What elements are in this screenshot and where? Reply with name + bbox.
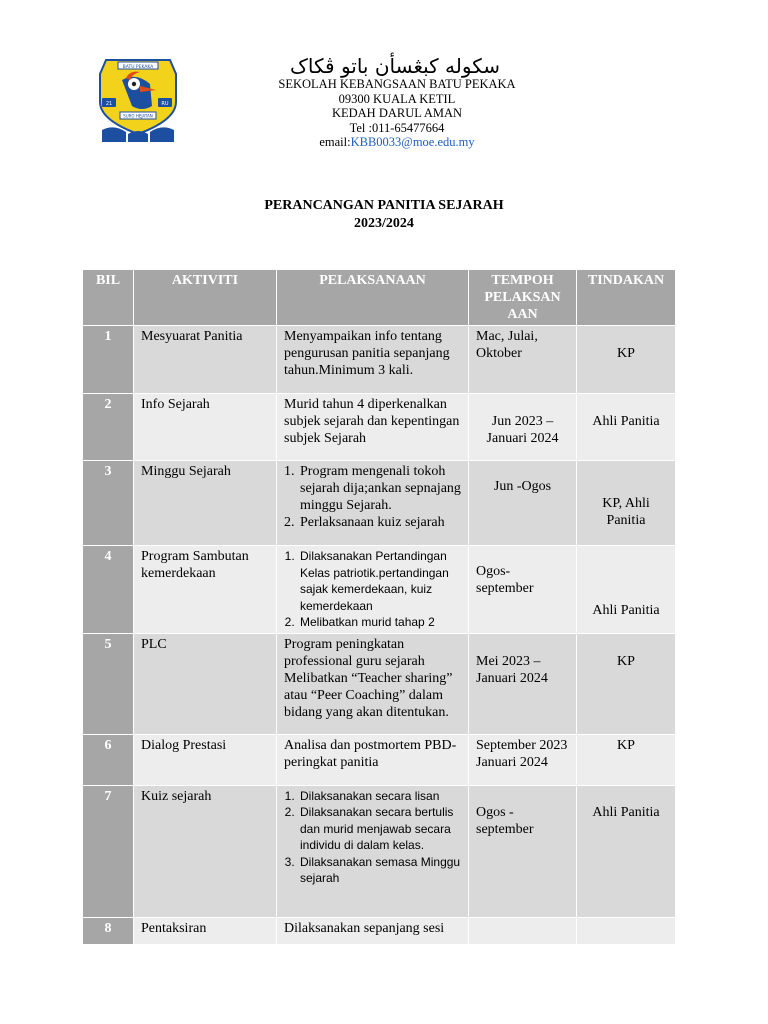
email-label: email: <box>319 135 351 149</box>
cell-bil: 6 <box>83 734 134 785</box>
cell-pelaksanaan: Dilaksanakan sepanjang sesi <box>277 917 469 944</box>
email-link[interactable]: KBB0033@moe.edu.my <box>350 135 475 149</box>
list-item: 1. Program mengenali tokoh sejarah dija;ankan sepnajang minggu Sejarah. <box>298 463 461 514</box>
cell-aktiviti: Pentaksiran <box>134 917 277 944</box>
cell-bil: 5 <box>83 633 134 734</box>
cell-bil: 4 <box>83 546 134 634</box>
cell-tindakan: KP, Ahli Panitia <box>577 461 676 546</box>
pelaksanaan-list <box>284 548 461 631</box>
pelaksanaan-list <box>284 788 461 887</box>
email-line <box>230 135 564 150</box>
cell-tindakan: Ahli Panitia <box>577 394 676 461</box>
cell-pelaksanaan <box>277 785 469 917</box>
table-row <box>83 326 676 394</box>
cell-bil: 3 <box>83 461 134 546</box>
school-name-jawi: سکوله کبڠسأن باتو ڤکاک <box>289 54 500 78</box>
tel-line: Tel :011-65477664 <box>349 120 445 135</box>
header-tempoh: TEMPOH PELAKSAN AAN <box>469 270 577 326</box>
postcode-line: 09300 KUALA KETIL <box>338 91 456 106</box>
cell-aktiviti: Info Sejarah <box>134 394 277 461</box>
cell-tindakan: KP <box>577 326 676 394</box>
plan-table <box>82 269 676 945</box>
pelaksanaan-list <box>284 463 461 531</box>
cell-tindakan: Ahli Panitia <box>577 785 676 917</box>
cell-bil: 7 <box>83 785 134 917</box>
table-row <box>83 734 676 785</box>
cell-aktiviti: PLC <box>134 633 277 734</box>
school-logo <box>92 50 184 142</box>
cell-pelaksanaan: Program peningkatan professional guru sejarah Melibatkan “Teacher sharing” atau “Peer Coaching” dalam bidang yang akan ditentukan. <box>277 633 469 734</box>
cell-bil: 1 <box>83 326 134 394</box>
logo-text-top: BATU PEKAKA <box>122 65 154 70</box>
table-row <box>83 633 676 734</box>
table-row <box>83 394 676 461</box>
school-name: SEKOLAH KEBANGSAAN BATU PEKAKA <box>278 77 516 91</box>
cell-aktiviti: Mesyuarat Panitia <box>134 326 277 394</box>
cell-tempoh: Ogos- september <box>469 546 577 634</box>
list-item: 1. Dilaksanakan Pertandingan Kelas patriotik.pertandingan sajak kemerdekaan, kuiz kemerdekaan <box>298 548 461 614</box>
header-aktiviti: AKTIVITI <box>134 270 277 326</box>
list-item: 3. Dilaksanakan semasa Minggu sejarah <box>298 854 461 887</box>
table-row <box>83 917 676 944</box>
state-line: KEDAH DARUL AMAN <box>331 106 463 120</box>
cell-bil: 8 <box>83 917 134 944</box>
table-header-row <box>83 270 676 326</box>
cell-aktiviti: Dialog Prestasi <box>134 734 277 785</box>
cell-tempoh: Mac, Julai, Oktober <box>469 326 577 394</box>
table-row <box>83 546 676 634</box>
document-year: 2023/2024 <box>354 216 414 231</box>
table-row <box>83 461 676 546</box>
list-item: 1. Dilaksanakan secara lisan <box>298 788 461 805</box>
cell-tempoh: Ogos - september <box>469 785 577 917</box>
cell-tempoh: Jun 2023 – Januari 2024 <box>469 394 577 461</box>
header-bil: BIL <box>83 270 134 326</box>
cell-aktiviti: Minggu Sejarah <box>134 461 277 546</box>
cell-tempoh: Jun -Ogos <box>469 461 577 546</box>
cell-pelaksanaan: Murid tahun 4 diperkenalkan subjek sejarah dan kepentingan subjek Sejarah <box>277 394 469 461</box>
logo-text-bottom: SURO HEJATAN <box>123 113 153 119</box>
cell-aktiviti: Program Sambutan kemerdekaan <box>134 546 277 634</box>
school-address <box>230 77 564 150</box>
cell-pelaksanaan <box>277 546 469 634</box>
cell-pelaksanaan <box>277 461 469 546</box>
table-row <box>83 785 676 917</box>
document-title-block <box>0 197 768 233</box>
list-item: 2. Melibatkan murid tahap 2 <box>298 614 461 631</box>
cell-pelaksanaan: Menyampaikan info tentang pengurusan panitia sepanjang tahun.Minimum 3 kali. <box>277 326 469 394</box>
logo-text-left: 21 <box>105 101 113 107</box>
cell-bil: 2 <box>83 394 134 461</box>
cell-tindakan: KP <box>577 633 676 734</box>
list-item: 2. Perlaksanaan kuiz sejarah <box>298 514 461 531</box>
cell-tindakan: Ahli Panitia <box>577 546 676 634</box>
cell-tindakan: KP <box>577 734 676 785</box>
list-item: 2. Dilaksanakan secara bertulis dan murid menjawab secara individu di dalam kelas. <box>298 804 461 854</box>
cell-tempoh: September 2023 Januari 2024 <box>469 734 577 785</box>
document-title: PERANCANGAN PANITIA SEJARAH <box>264 198 504 213</box>
cell-tempoh <box>469 917 577 944</box>
cell-pelaksanaan: Analisa dan postmortem PBD-peringkat panitia <box>277 734 469 785</box>
header-tindakan: TINDAKAN <box>577 270 676 326</box>
logo-text-right: RU <box>161 101 169 107</box>
header-pelaksanaan: PELAKSANAAN <box>277 270 469 326</box>
cell-tempoh: Mei 2023 – Januari 2024 <box>469 633 577 734</box>
cell-tindakan <box>577 917 676 944</box>
cell-aktiviti: Kuiz sejarah <box>134 785 277 917</box>
